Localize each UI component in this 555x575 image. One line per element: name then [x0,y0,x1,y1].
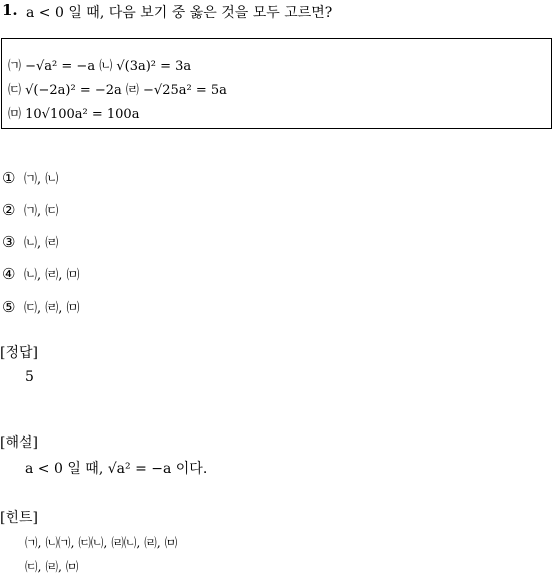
choice-1[interactable] [2,168,58,187]
choice-3[interactable] [2,232,58,251]
explanation-label: [해설] [0,435,38,451]
hint-label: [힌트] [0,510,38,526]
choice-3-number: ③ [2,233,16,251]
question-text: a < 0 일 때, 다음 보기 중 옳은 것을 모두 고르면? [26,5,333,21]
explanation-text: a < 0 일 때, √a² = −a 이다. [25,461,208,477]
choice-4-number: ④ [2,265,16,283]
choice-5-text: ㈂, ㈃, ㈄ [24,301,80,316]
choice-2-text: ㈀, ㈂ [24,204,59,219]
choice-4-text: ㈁, ㈃, ㈄ [24,268,80,283]
hint-line-2: ㈂, ㈃, ㈄ [25,559,79,574]
choice-4[interactable] [2,264,80,283]
choice-1-text: ㈀, ㈁ [24,172,59,187]
answer-value: 5 [25,369,34,385]
answer-label: [정답] [0,345,38,361]
condition-box [1,38,552,129]
condition-line-2: ㈂ √(−2a)² = −2a ㈃ −√25a² = 5a [8,83,227,98]
question-number: 1. [2,1,18,19]
hint-line-1: ㈀, ㈁㈀, ㈂㈁, ㈃㈁, ㈃, ㈄ [25,535,178,550]
choice-2-number: ② [2,201,16,219]
choice-3-text: ㈁, ㈃ [24,236,59,251]
choice-1-number: ① [2,169,16,187]
choice-5-number: ⑤ [2,298,16,316]
condition-line-3: ㈄ 10√100a² = 100a [8,107,140,122]
condition-line-1: ㈀ −√a² = −a ㈁ √(3a)² = 3a [8,59,192,74]
choice-2[interactable] [2,200,58,219]
choice-5[interactable] [2,297,80,316]
